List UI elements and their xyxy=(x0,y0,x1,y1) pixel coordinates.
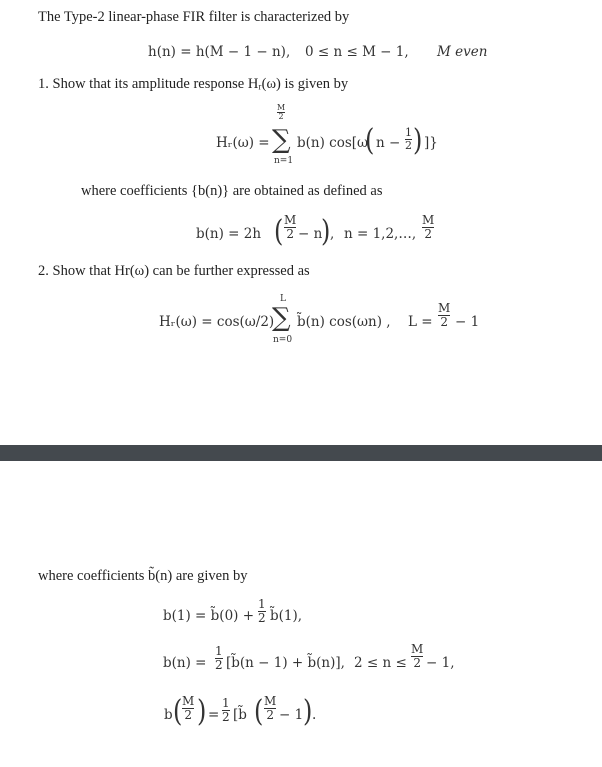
eq4-tail: b̃(1), xyxy=(270,608,303,624)
left-paren-icon: ( xyxy=(254,693,264,729)
eq6-eq: = xyxy=(208,707,220,723)
intro-text: The Type-2 linear-phase FIR filter is characterized by xyxy=(38,9,350,25)
eq2-range-frac: M 2 xyxy=(422,213,435,241)
right-paren-icon: ) xyxy=(303,693,313,729)
eq2-range: n = 1,2,…, xyxy=(344,226,417,242)
left-paren-icon: ( xyxy=(365,122,375,158)
eq5-frac: 1 2 xyxy=(215,644,223,672)
eq3-lhs: Hᵣ(ω) = cos(ω/2) xyxy=(159,314,275,330)
eq1-sum-upper: M 2 xyxy=(277,103,286,122)
eq1-half: 1 2 xyxy=(405,126,412,152)
eq2-frac: M 2 xyxy=(284,213,297,241)
eq2-comma: , xyxy=(330,226,335,242)
eq5-lhs: b(n) = xyxy=(163,655,207,671)
eq5-range-tail: − 1, xyxy=(426,655,455,671)
right-paren-icon: ) xyxy=(197,693,207,729)
eq3-L-tail: − 1 xyxy=(455,314,480,330)
right-paren-icon: ) xyxy=(413,122,423,158)
equation-symmetry: h(n) = h(M − 1 − n), xyxy=(148,44,291,60)
where-text-1: where coefficients {b(n)} are obtained as defined as xyxy=(81,183,383,199)
question-2: 2. Show that Hr(ω) can be further expressed as xyxy=(38,263,310,279)
eq6-minus1: − 1 xyxy=(279,707,304,723)
eq4: b(1) = b̃(0) + xyxy=(163,608,255,624)
eq1-n-minus: n − xyxy=(376,135,401,151)
eq3-body: b̃(n) cos(ωn) , xyxy=(297,314,391,330)
equation-m-even: M even xyxy=(437,44,488,60)
eq3-sum-lower: n=0 xyxy=(273,335,293,345)
where-text-2: where coefficients b̃(n) are given by xyxy=(38,568,248,584)
page-divider xyxy=(0,445,602,461)
equation-range: 0 ≤ n ≤ M − 1, xyxy=(305,44,409,60)
eq1-lhs: Hᵣ(ω) = xyxy=(216,135,270,151)
eq5-range: 2 ≤ n ≤ xyxy=(354,655,407,671)
eq4-frac: 1 2 xyxy=(258,597,266,625)
eq6-arg-frac: M 2 xyxy=(182,694,195,722)
left-paren-icon: ( xyxy=(173,693,183,729)
left-paren-icon: ( xyxy=(274,213,284,249)
eq3-L: L = xyxy=(408,314,433,330)
right-paren-icon: ) xyxy=(321,213,331,249)
eq6-inner-frac: M 2 xyxy=(264,694,277,722)
eq5-body: [b̃(n − 1) + b̃(n)], xyxy=(226,655,345,671)
eq6-end: . xyxy=(312,707,317,723)
eq3-sum-upper: L xyxy=(280,294,286,304)
sigma-icon: ∑ xyxy=(272,125,291,155)
eq6-frac: 1 2 xyxy=(222,696,230,724)
question-1: 1. Show that its amplitude response Hᵣ(ω) is given by xyxy=(38,76,349,92)
eq2-minus-n: − n xyxy=(298,226,323,242)
eq1-sum-lower: n=1 xyxy=(274,156,294,166)
eq6-b: b xyxy=(164,707,173,723)
eq1-close: ]} xyxy=(424,135,438,151)
eq5-range-frac: M 2 xyxy=(411,642,424,670)
eq3-L-frac: M 2 xyxy=(438,301,451,329)
eq2-lhs: b(n) = 2h xyxy=(196,226,262,242)
eq1-body: b(n) cos[ω xyxy=(297,135,369,151)
sigma-icon: ∑ xyxy=(272,303,291,333)
eq6-body: [b̃ xyxy=(233,707,247,723)
